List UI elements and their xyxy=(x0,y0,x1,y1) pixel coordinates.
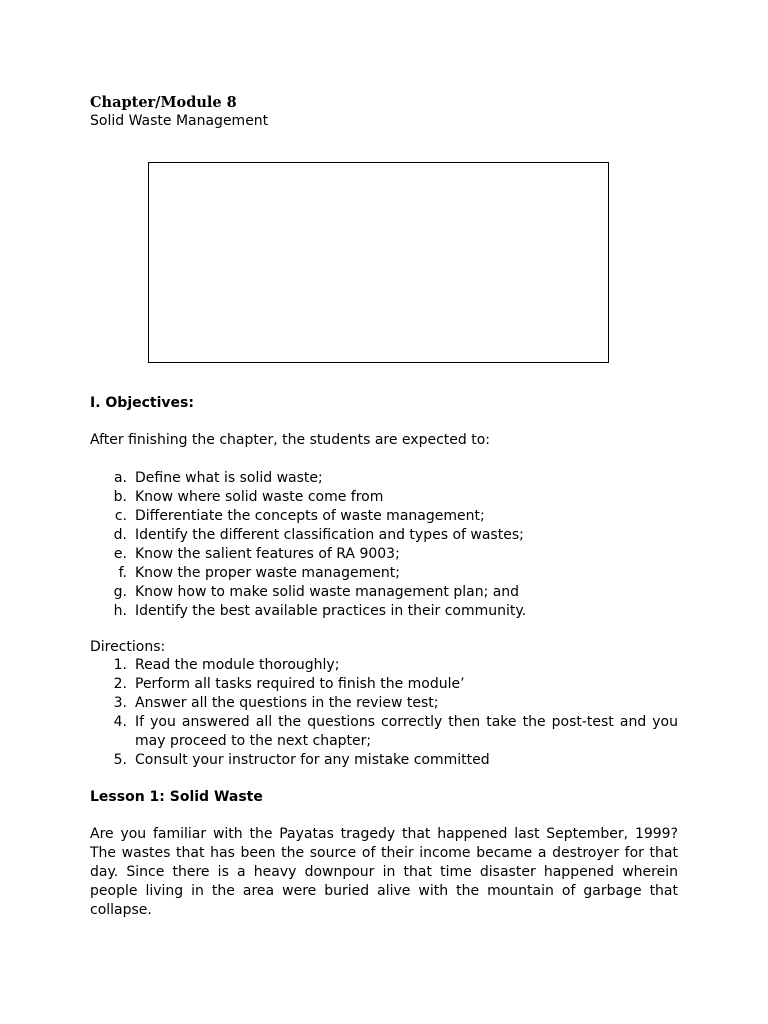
direction-text: If you answered all the questions correctly then take the post-test and you may proceed to the next chapter; xyxy=(135,714,678,749)
list-item xyxy=(113,526,680,545)
list-item xyxy=(113,602,680,621)
objective-text: Know the salient features of RA 9003; xyxy=(135,546,400,562)
objective-text: Identify the different classification and types of wastes; xyxy=(135,527,524,543)
list-item xyxy=(113,751,678,770)
direction-marker: 2. xyxy=(113,676,127,692)
objectives-list xyxy=(113,469,680,621)
objective-marker: c. xyxy=(114,508,127,524)
list-item xyxy=(113,488,680,507)
direction-text: Read the module thoroughly; xyxy=(135,657,340,673)
document-page xyxy=(90,93,680,918)
objective-marker: b. xyxy=(113,489,127,505)
objective-marker: a. xyxy=(113,470,127,486)
lesson-heading: Lesson 1: Solid Waste xyxy=(90,789,263,805)
list-item xyxy=(113,469,680,488)
objective-marker: e. xyxy=(113,546,127,562)
objective-marker: f. xyxy=(118,565,127,581)
direction-marker: 5. xyxy=(113,752,127,768)
image-placeholder-frame xyxy=(148,162,609,363)
list-item xyxy=(113,583,680,602)
list-item xyxy=(118,564,680,583)
objective-text: Differentiate the concepts of waste management; xyxy=(135,508,485,524)
direction-marker: 3. xyxy=(113,695,127,711)
objective-text: Identify the best available practices in their community. xyxy=(135,603,527,619)
chapter-subtitle: Solid Waste Management xyxy=(90,113,269,129)
direction-text: Consult your instructor for any mistake committed xyxy=(135,752,490,768)
chapter-heading: Chapter/Module 8 xyxy=(90,94,237,111)
direction-marker: 4. xyxy=(113,714,127,730)
objectives-heading: I. Objectives: xyxy=(90,395,194,411)
objective-text: Define what is solid waste; xyxy=(135,470,323,486)
list-item xyxy=(113,694,678,713)
objective-marker: h. xyxy=(113,603,127,619)
list-item xyxy=(113,656,678,675)
direction-text: Answer all the questions in the review test; xyxy=(135,695,439,711)
objectives-intro: After finishing the chapter, the students are expected to: xyxy=(90,432,490,448)
lesson-paragraph: Are you familiar with the Payatas tragedy that happened last September, 1999? The wastes that has been the source of their income became a destroyer for that day. Since there is a heavy downpour in that time disaster happened wherein people living in the area were buried alive with the mountain of garbage that collapse. xyxy=(90,826,678,918)
objective-text: Know how to make solid waste management plan; and xyxy=(135,584,520,600)
list-item xyxy=(113,545,680,564)
objective-marker: g. xyxy=(113,584,127,600)
directions-label: Directions: xyxy=(90,639,166,655)
list-item xyxy=(113,675,678,694)
list-item xyxy=(114,507,680,526)
direction-text: Perform all tasks required to finish the module’ xyxy=(135,676,465,692)
objective-text: Know where solid waste come from xyxy=(135,489,384,505)
direction-marker: 1. xyxy=(113,657,127,673)
list-item xyxy=(113,713,678,751)
directions-list xyxy=(113,656,678,770)
objective-text: Know the proper waste management; xyxy=(135,565,400,581)
objective-marker: d. xyxy=(113,527,127,543)
